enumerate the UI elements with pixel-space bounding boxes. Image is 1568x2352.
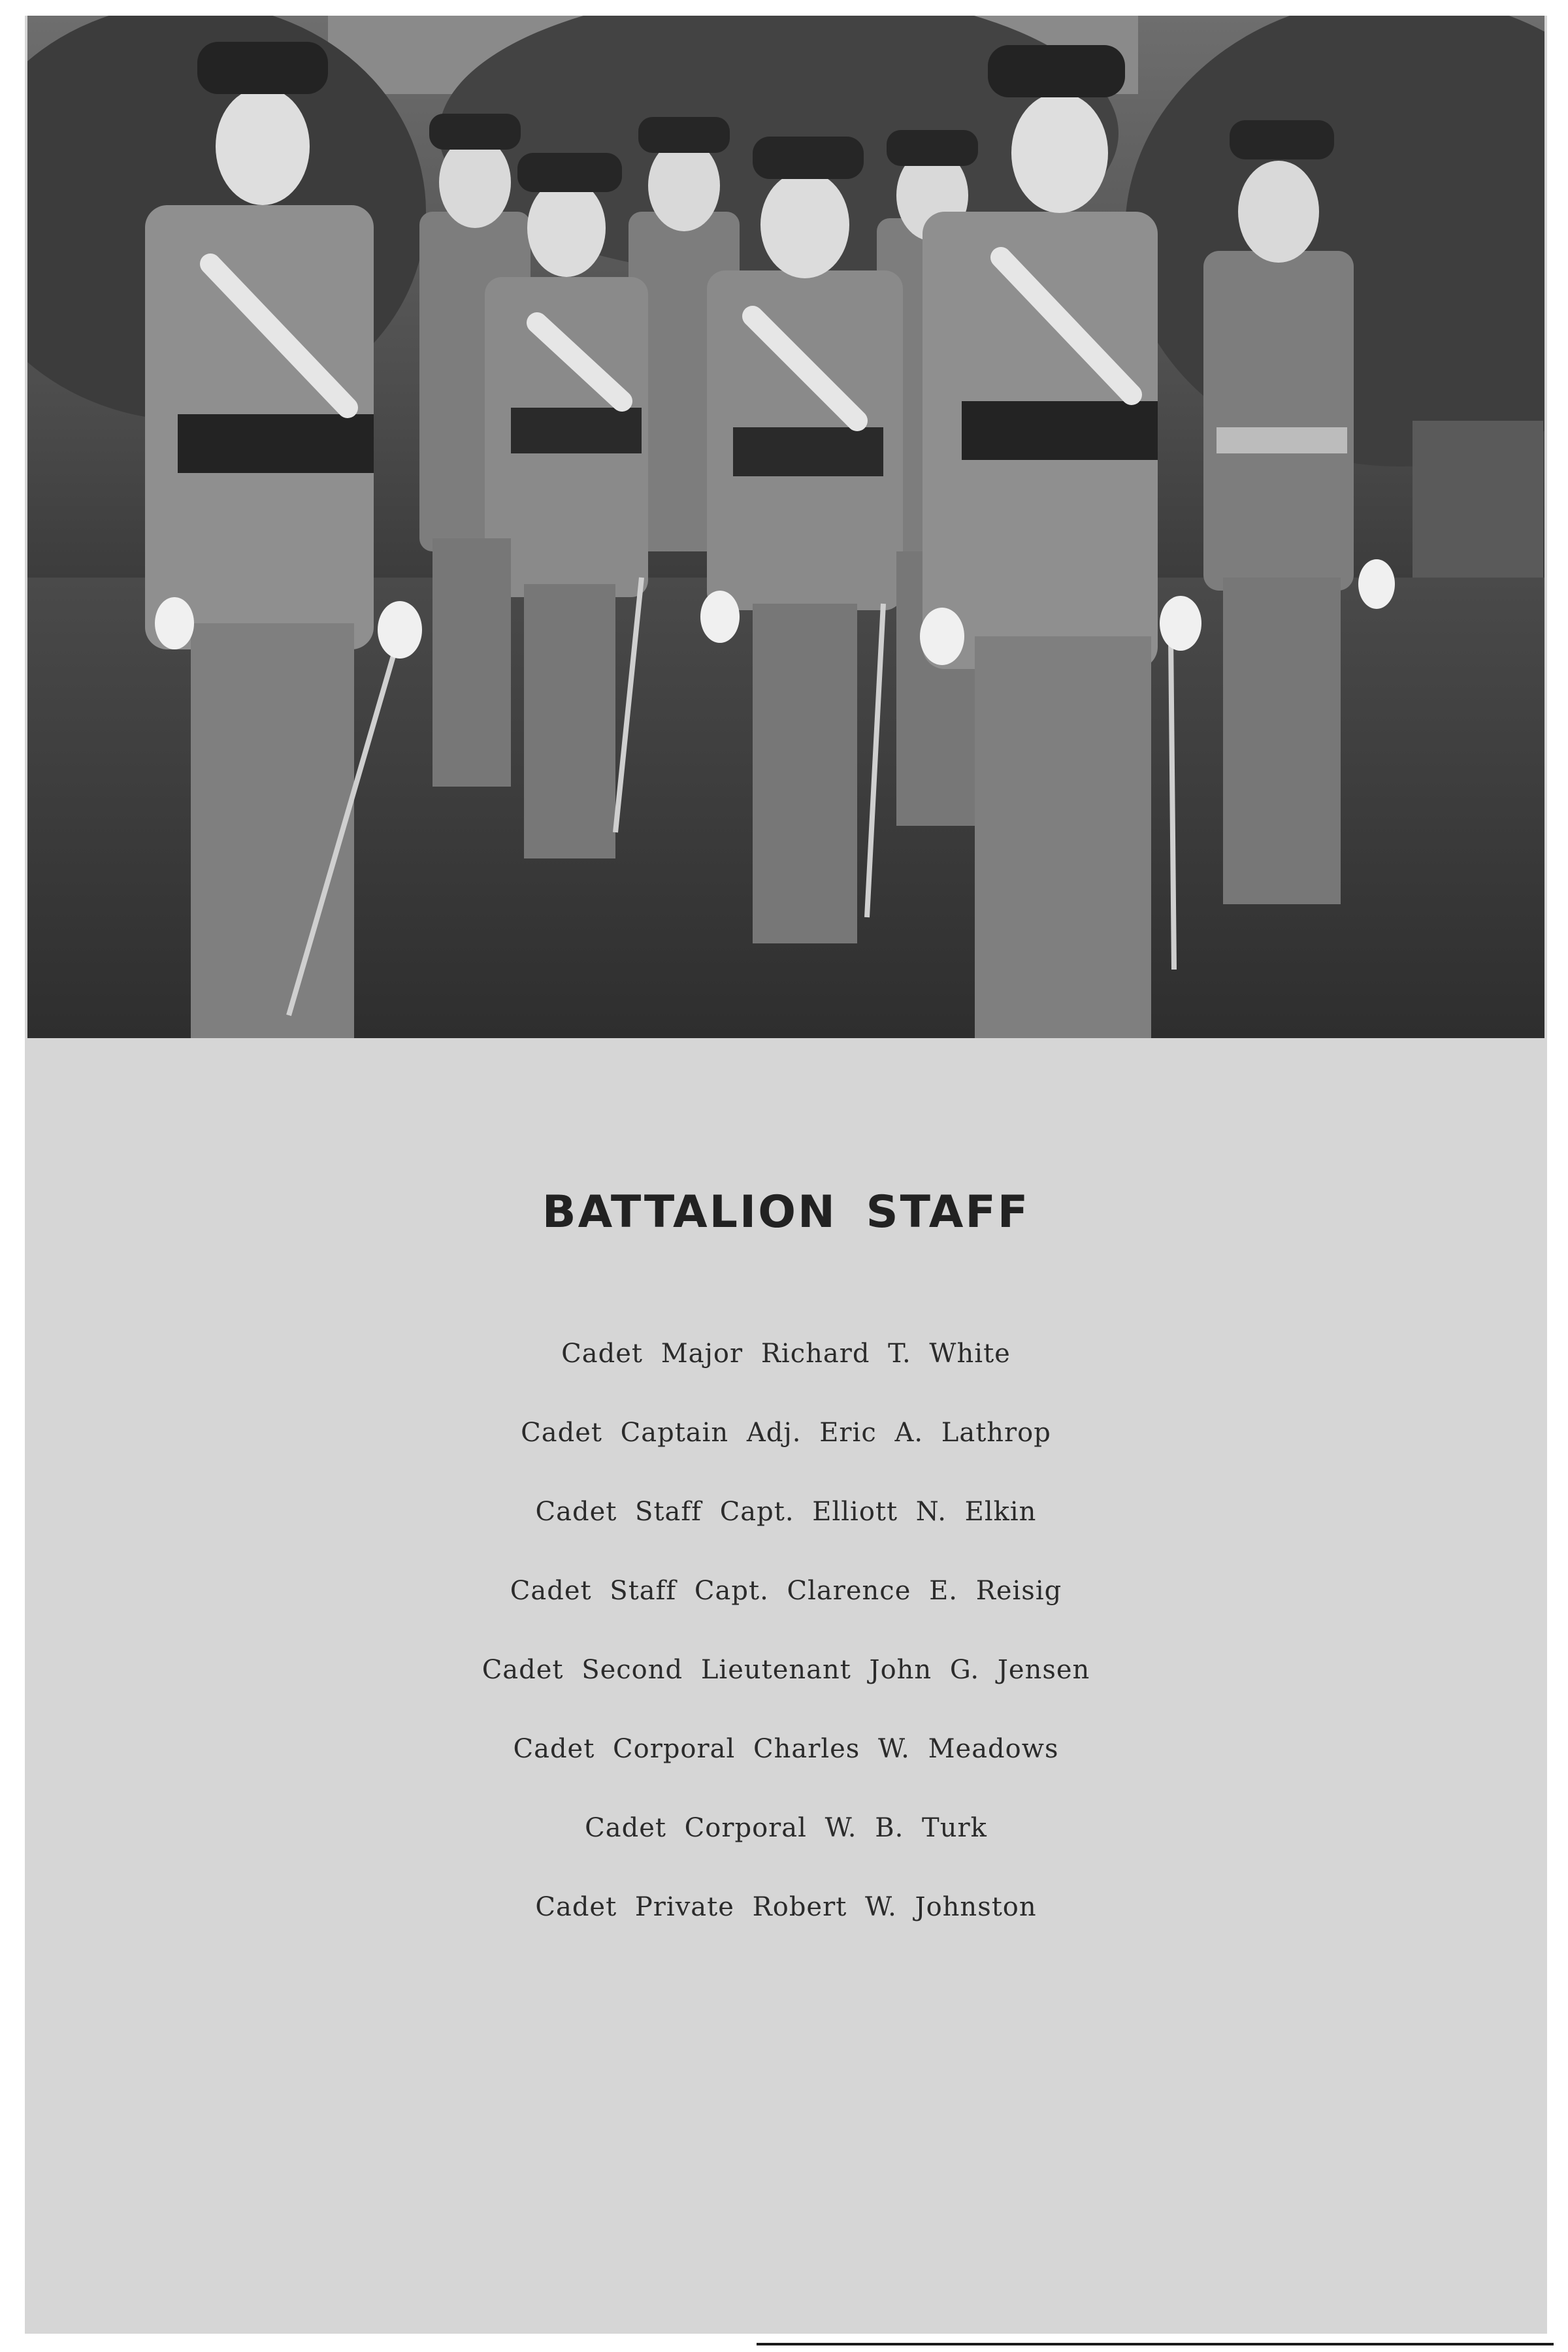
- roster-item: Cadet Staff Capt. Elliott N. Elkin: [535, 1497, 1037, 1527]
- photo-illustration: [27, 16, 1544, 1038]
- roster-item: Cadet Second Lieutenant John G. Jensen: [482, 1655, 1090, 1685]
- roster-item: Cadet Captain Adj. Eric A. Lathrop: [521, 1418, 1051, 1448]
- bottom-rule: [757, 2343, 1554, 2345]
- roster-item: Cadet Staff Capt. Clarence E. Reisig: [510, 1576, 1062, 1606]
- caption-area: [25, 1038, 1547, 2334]
- roster-item: Cadet Corporal Charles W. Meadows: [513, 1734, 1059, 1764]
- group-photo: [27, 16, 1544, 1038]
- staff-roster: [25, 1339, 1547, 1971]
- roster-item: Cadet Private Robert W. Johnston: [535, 1892, 1037, 1922]
- yearbook-page: [25, 16, 1547, 2334]
- roster-item: Cadet Major Richard T. White: [561, 1339, 1011, 1369]
- page-title: BATTALION STAFF: [542, 1186, 1030, 1238]
- roster-item: Cadet Corporal W. B. Turk: [585, 1813, 987, 1843]
